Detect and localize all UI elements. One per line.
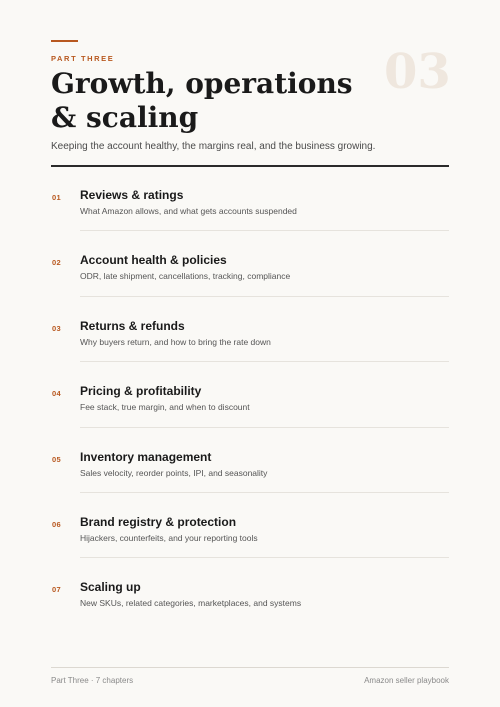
footer-part-info: Part Three · 7 chapters [51,676,134,685]
chapter-number: 06 [52,519,61,529]
chapter-title: Brand registry & protection [80,514,237,529]
accent-bar [51,40,78,42]
chapter-title: Reviews & ratings [80,188,184,202]
chapter-number: 07 [52,585,61,595]
footer-book-title: Amazon seller playbook [364,676,449,685]
chapter-item-01[interactable] [51,166,449,231]
part-number: 03 [384,44,451,100]
chapter-description: ODR, late shipment, cancellations, tracking, compliance [80,271,291,282]
chapter-title: Returns & refunds [80,318,185,333]
chapter-item-06[interactable] [51,493,449,558]
chapter-list [51,166,449,624]
chapter-number: 04 [52,389,61,399]
chapter-description: What Amazon allows, and what gets accounts suspended [80,206,297,216]
footer-divider [51,667,449,668]
chapter-title: Scaling up [80,580,141,595]
page-title: Growth, operations & scaling [51,67,353,134]
chapter-description: Hijackers, counterfeits, and your reporting tools [80,532,258,543]
chapter-number: 03 [52,323,61,333]
chapter-item-03[interactable] [51,297,449,362]
chapter-number: 01 [52,193,61,202]
chapter-title: Account health & policies [80,253,227,268]
chapter-description: New SKUs, related categories, marketplaces, and systems [80,598,302,609]
chapter-description: Sales velocity, reorder points, IPI, and seasonality [80,467,268,478]
chapter-item-04[interactable] [51,362,449,427]
chapter-description: Why buyers return, and how to bring the rate down [80,336,271,347]
chapter-title: Inventory management [80,449,212,464]
chapter-item-02[interactable] [51,231,449,296]
chapter-number: 05 [52,454,61,464]
page-subtitle: Keeping the account healthy, the margins real, and the business growing. [51,141,376,152]
chapter-item-07[interactable] [51,558,449,623]
chapter-number: 02 [52,258,61,268]
chapter-item-05[interactable] [51,428,449,493]
part-label: PART THREE [51,54,115,63]
chapter-description: Fee stack, true margin, and when to discount [80,402,250,413]
chapter-title: Pricing & profitability [80,384,202,399]
